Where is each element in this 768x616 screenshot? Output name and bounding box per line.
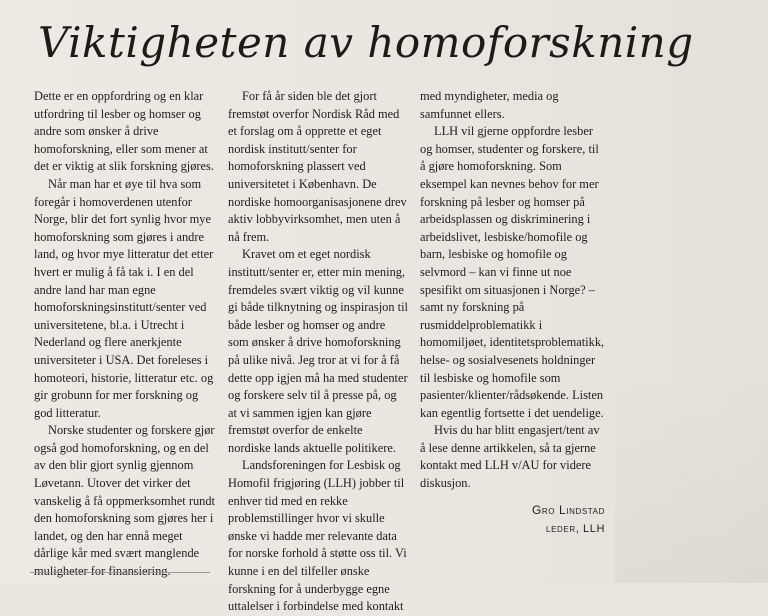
paragraph: Landsforeningen for Lesbisk og Homofil frigjøring (LLH) jobber til enhver tid med en rekke problemstillinger hvor vi skulle ønske vi hadde mer relevante data for norske forhold å støtte oss til. Vi kunne i en del tilfeller ønske forskning for å underbygge egne uttalelser i forbindelse med kontakt — [228, 458, 407, 614]
paragraph: For få år siden ble det gjort fremstøt overfor Nordisk Råd med et forslag om å opprette et eget nordisk institutt/senter for homoforskning plassert ved universitetet i København. De nordiske homoorganisasjonene drev aktiv lobbyvirksomhet, men uten å nå frem. — [228, 89, 407, 244]
page-shadow — [615, 370, 768, 583]
signature-role: leder, LLH — [546, 522, 605, 535]
article-column-3 — [420, 88, 605, 539]
paragraph: Dette er en oppfordring og en klar utfordring til lesber og homser og andre som ønsker å drive homoforskning, eller som mener at det er viktig at slik forskning gjøres. — [34, 89, 214, 174]
article-column-1 — [34, 88, 216, 581]
article-title: Viktigheten av homoforskning — [38, 18, 694, 67]
article-column-2 — [228, 88, 408, 616]
paragraph: Når man har et øye til hva som foregår i homoverdenen utenfor Norge, blir det fort synlig hvor mye homoforskning som gjøres i andre land, og hvor mye litteratur det etter hvert er mulig å få tak i. I en del andre land har man egne homoforskningsinstitutt/senter ved universitetene, bl.a. i Utrecht i Nederland og flere anerkjente universiteter i USA. Det foreleses i homoteori, historie, litteratur etc. og gir grobunn for mer forskning og god litteratur. — [34, 176, 214, 420]
signature — [420, 501, 605, 539]
paragraph: Kravet om et eget nordisk institutt/senter er, etter min mening, fremdeles svært viktig og vil kunne gi både tilknytning og inspirasjon til både lesber og homser og andre som ønsker å drive homoforskning på ulike nivå. Jeg tror at vi for å få dette opp igjen må ha med studenter og forskere selv til å presse på, og at vi sammen igjen kan gjøre fremstøt overfor de enkelte nordiske lands aktuelle politikere. — [228, 247, 408, 455]
paragraph: LLH vil gjerne oppfordre lesber og homser, studenter og forskere, til å gjøre homoforskning. Som eksempel kan nevnes behov for mer forskning på lesber og homser på arbeidsplassen og diskriminering i arbeidslivet, lesbiske/homofile og barn, lesbiske og homofile og selvmord – kan vi finne ut noe spesifikt om situasjonen i Norge? – samt ny forskning på rusmiddelproblematikk i homomiljøet, identitetsproblematikk, helse- og sosialvesenets holdninger til lesbiske og homofile som pasienter/klienter/rådsøkende. Listen kan egentlig fortsette i det uendelige. — [420, 124, 605, 420]
signature-name: Gro Lindstad — [531, 502, 605, 517]
bottom-rule — [30, 572, 210, 573]
paragraph: Hvis du har blitt engasjert/tent av å lese denne artikkelen, så ta gjerne kontakt med LLH v/AU for videre diskusjon. — [420, 423, 600, 491]
paragraph: med myndigheter, media og samfunnet ellers. — [420, 89, 559, 121]
paragraph: Norske studenter og forskere gjør også god homoforskning, og en del av den blir gjort synlig gjennom Løvetann. Utover det virker det vanskelig å få oppmerksomhet rundt den homoforskning som gjøres her i landet, og den har ennå meget dårlige kår med svært manglende — [34, 423, 215, 561]
